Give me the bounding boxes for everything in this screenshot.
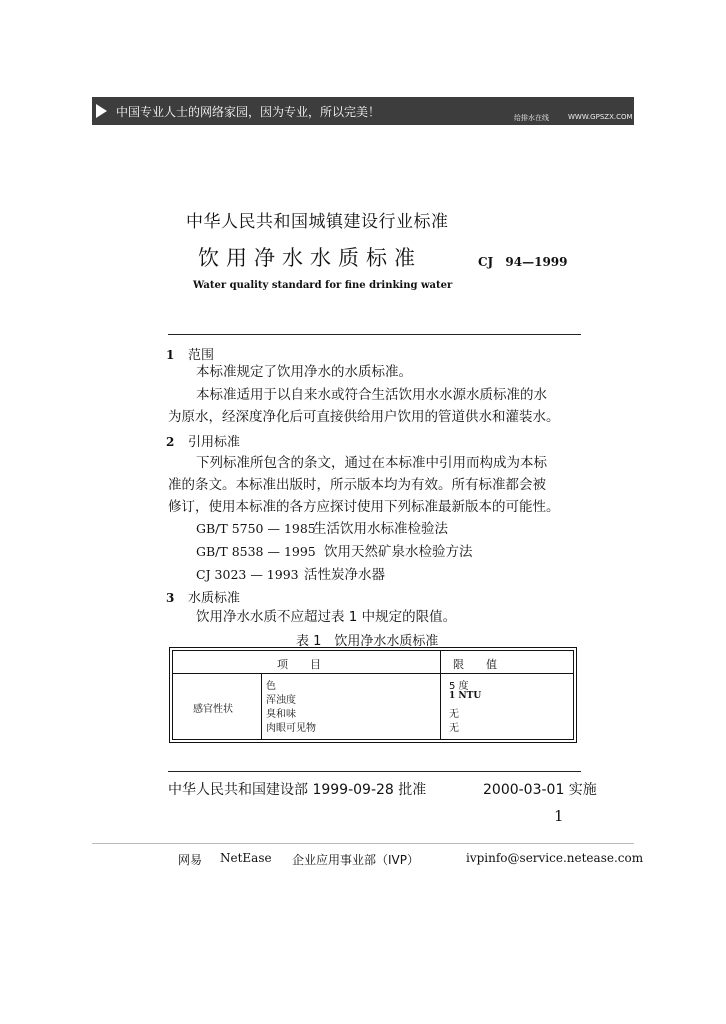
table-row-limit: 无 [449, 723, 459, 734]
top-banner [92, 97, 634, 125]
footer-company-cn: 网易 [178, 853, 203, 867]
reference-name: 饮用天然矿泉水检验方法 [324, 544, 473, 560]
footer-email[interactable]: ivpinfo@service.netease.com [466, 851, 644, 865]
table-row-limit: 无 [449, 709, 459, 720]
header-row-divider [173, 673, 573, 674]
reference-code: GB/T 5750 — 1985 [196, 521, 316, 536]
standard-title: 饮用净水水质标准 [198, 246, 422, 270]
reference-item [196, 566, 385, 584]
paragraph-line: 下列标准所包含的条文，通过在本标准中引用而构成为本标 [196, 455, 547, 471]
standard-code: CJ 94—1999 [478, 255, 568, 269]
section-number: 3 [166, 591, 175, 605]
section-number: 2 [166, 435, 175, 449]
section-1-heading [166, 344, 214, 363]
reference-name: 生活饮用水标准检验法 [313, 521, 448, 537]
column-divider [440, 651, 441, 739]
reference-name: 活性炭净水器 [304, 567, 385, 583]
header-divider [168, 334, 581, 335]
section-title: 引用标准 [188, 435, 241, 450]
footer-department: 企业应用事业部（IVP） [292, 853, 419, 867]
table-row-item: 浑浊度 [266, 695, 296, 706]
reference-item [196, 520, 448, 538]
table-caption: 表 1 饮用净水水质标准 [296, 634, 439, 649]
section-number: 1 [166, 348, 175, 362]
footer-company-en: NetEase [220, 851, 272, 865]
standard-title-english: Water quality standard for fine drinking water [193, 280, 453, 291]
reference-code: CJ 3023 — 1993 [196, 567, 299, 582]
implementation-date: 2000-03-01 实施 [483, 782, 597, 798]
paragraph-line: 修订，使用本标准的各方应探讨使用下列标准最新版本的可能性。 [168, 499, 560, 515]
table-row-item: 臭和味 [266, 709, 296, 720]
reference-item [196, 543, 473, 561]
section-title: 范围 [188, 348, 215, 363]
group-label: 感官性状 [193, 704, 233, 715]
paragraph-line: 准的条文。本标准出版时，所示版本均为有效。所有标准都会被 [168, 477, 546, 493]
table-row-limit: 1 NTU [449, 691, 482, 701]
table-inner-frame [172, 650, 574, 740]
column-header-limit: 限 值 [453, 658, 497, 671]
footer-divider [92, 843, 634, 844]
issuer-heading: 中华人民共和国城镇建设行业标准 [186, 212, 449, 232]
table-row-item: 肉眼可见物 [266, 723, 316, 734]
section-title: 水质标准 [188, 591, 241, 606]
approval-divider [168, 771, 581, 772]
banner-site-name[interactable]: 给排水在线 [514, 114, 549, 122]
column-header-item: 项 目 [277, 658, 321, 671]
page-number: 1 [554, 807, 564, 825]
water-quality-table [169, 647, 577, 743]
section-2-heading [166, 431, 240, 450]
group-divider [261, 673, 262, 739]
section-3-heading [166, 587, 240, 606]
reference-code: GB/T 8538 — 1995 [196, 544, 316, 559]
banner-domain-link[interactable]: WWW.GPSZX.COM [568, 113, 633, 121]
approval-text: 中华人民共和国建设部 1999-09-28 批准 [168, 782, 427, 798]
paragraph-line: 本标准适用于以自来水或符合生活饮用水水源水质标准的水 [196, 387, 547, 403]
table-row-item: 色 [266, 681, 276, 692]
paragraph-line: 饮用净水水质不应超过表 1 中规定的限值。 [196, 609, 457, 625]
table-row-limit: 5 度 [449, 681, 469, 692]
paragraph-line: 本标准规定了饮用净水的水质标准。 [196, 364, 412, 380]
play-arrow-icon [96, 104, 107, 118]
paragraph-line: 为原水，经深度净化后可直接供给用户饮用的管道供水和灌装水。 [168, 409, 560, 425]
banner-slogan: 中国专业人士的网络家园，因为专业，所以完美！ [116, 105, 381, 119]
